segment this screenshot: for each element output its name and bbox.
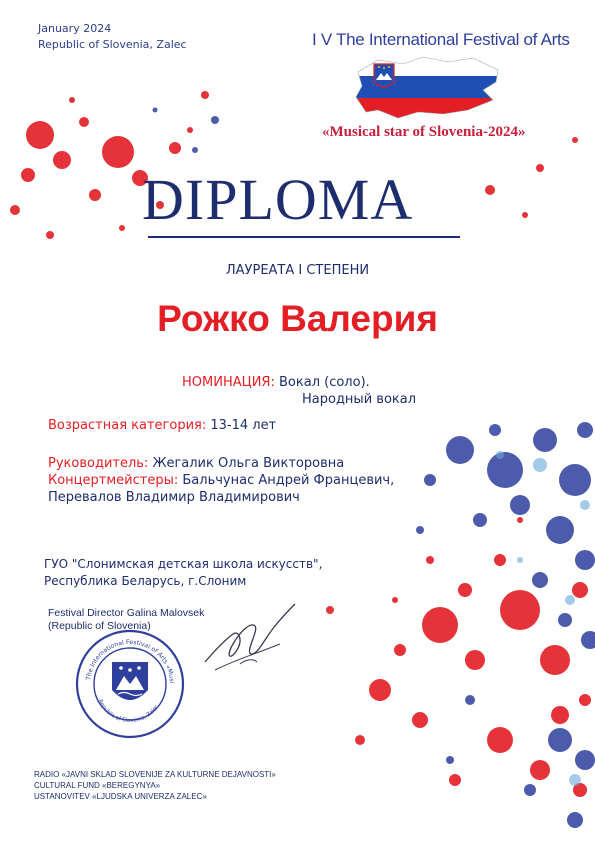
age-category-line: [48, 417, 276, 434]
footer-line-2: CULTURAL FUND «BEREGYNYA»: [34, 781, 161, 790]
accompanists-value: Бальчунас Андрей Францевич,: [182, 473, 395, 488]
leader-line: [48, 455, 344, 472]
festival-director: Festival Director Galina Malovsek: [48, 607, 205, 619]
festival-title: I V The International Festival of Arts: [312, 30, 570, 49]
laureate-degree: ЛАУРЕАТА I СТЕПЕНИ: [225, 263, 370, 278]
seal-bottom-text: Republic of Slovenia, Zalec: [96, 698, 161, 725]
title-underline: [148, 236, 460, 238]
festival-seal-icon: [74, 628, 186, 740]
coat-of-arms-icon: [374, 64, 394, 87]
diploma-title: DIPLOMA: [142, 167, 414, 232]
festival-subtitle: «Musical star of Slovenia-2024»: [322, 124, 526, 140]
signature-icon: [195, 600, 300, 680]
recipient-name: Рожко Валерия: [157, 298, 438, 339]
slovenia-flag-map-icon: [348, 52, 508, 122]
age-category-value: 13-14 лет: [210, 418, 277, 433]
event-date: January 2024: [38, 22, 112, 35]
director-country: (Republic of Slovenia): [48, 620, 151, 632]
accompanists-label: Концертмейстеры:: [48, 473, 179, 488]
footer-line-3: USTANOVITEV «LJUDSKA UNIVERZA ZALEC»: [34, 792, 207, 801]
school-line-1: ГУО "Слонимская детская школа искусств",: [44, 557, 323, 571]
accompanists-value-2: Перевалов Владимир Владимирович: [48, 490, 300, 505]
accompanists-line: [48, 472, 394, 489]
nomination-label: НОМИНАЦИЯ:: [182, 375, 275, 390]
school-line-2: Республика Беларусь, г.Слоним: [44, 574, 247, 588]
nomination-value-2: Народный вокал: [302, 392, 417, 407]
leader-label: Руководитель:: [48, 456, 149, 471]
seal-ring-text: The International Festival of Arts «Musi: [85, 638, 176, 684]
footer-line-1: RADIO «JAVNI SKLAD SLOVENIJE ZA KULTURNE DEJAVNOSTI»: [34, 770, 276, 779]
leader-value: Жегалик Ольга Викторовна: [152, 456, 345, 471]
nomination-line: [182, 374, 370, 391]
age-category-label: Возрастная категория:: [48, 418, 207, 433]
event-place: Republic of Slovenia, Zalec: [38, 38, 187, 51]
nomination-value: Вокал (соло).: [279, 375, 370, 390]
